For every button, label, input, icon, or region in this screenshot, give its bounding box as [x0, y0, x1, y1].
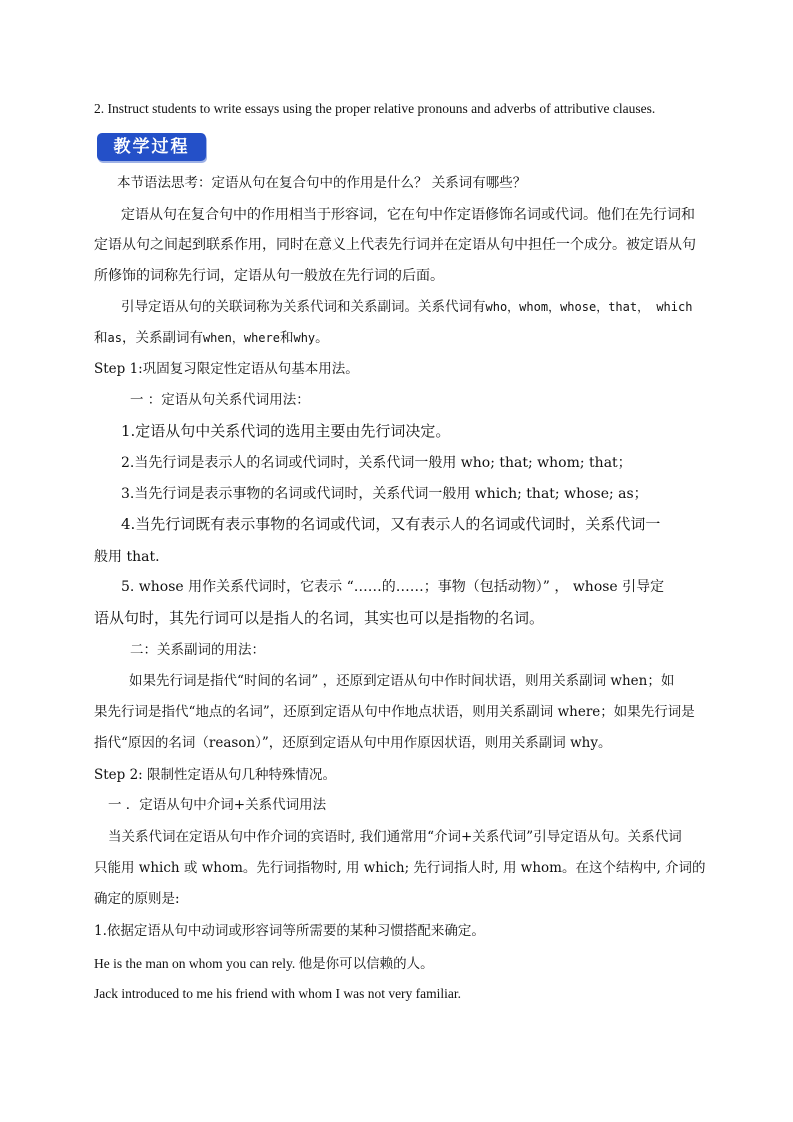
relatives-text: 。	[315, 330, 329, 346]
rule-item: 般用 that.	[94, 549, 160, 565]
rule-item: 4.当先行词既有表示事物的名词或代词，又有表示人的名词或代词时，关系代词一	[121, 515, 661, 533]
relatives-text: ，关系副词有	[121, 330, 203, 346]
relative-adverb-list: when，where	[202, 331, 280, 345]
relative-word: why	[293, 331, 316, 345]
adverb-paragraph-line: 如果先行词是指代“时间的名词” ，还原到定语从句中作时间状语，则用关系副词 when；如	[129, 673, 675, 689]
relatives-text: 和	[279, 330, 294, 346]
section-badge: 教学过程	[97, 133, 206, 161]
relative-word: as	[107, 331, 122, 345]
adverb-paragraph-line: 指代“原因的名词（reason）”，还原到定语从句中用作原因状语，则用关系副词 why。	[94, 735, 612, 751]
rule-item: 5. whose 用作关系代词时，它表示 “……的……；事物（包括动物）” ， whose 引导定	[121, 579, 665, 595]
part-heading: 一 ．定语从句中介词+关系代词用法	[108, 797, 327, 813]
step-heading: Step 1:巩固复习限定性定语从句基本用法。	[94, 361, 359, 377]
rule-item: 语从句时，其先行词可以是指人的名词，其实也可以是指物的名词。	[94, 609, 545, 627]
objective-item: 2. Instruct students to write essays using the proper relative pronouns and adverbs of attributive clauses.	[94, 101, 656, 116]
example-sentence: Jack introduced to me his friend with whom I was not very familiar.	[94, 986, 462, 1001]
role-paragraph-line: 所修饰的词称先行词，定语从句一般放在先行词的后面。	[94, 268, 444, 284]
relatives-text: 和	[94, 330, 108, 346]
prep-paragraph-line: 确定的原则是:	[94, 891, 180, 907]
relatives-text: 引导定语从句的关联词称为关系代词和关系副词。关系代词有	[121, 299, 486, 315]
example-sentence: He is the man on whom you can rely. 他是你可以信赖的人。	[94, 956, 434, 971]
relatives-line	[94, 332, 329, 346]
role-paragraph-line: 定语从句在复合句中的作用相当于形容词，它在句中作定语修饰名词或代词。他们在先行词和	[121, 207, 695, 223]
grammar-question: 本节语法思考：定语从句在复合句中的作用是什么？ 关系词有哪些？	[117, 175, 527, 191]
relative-pronoun-list: who，whom，whose，that， which	[485, 300, 693, 314]
step-heading: Step 2: 限制性定语从句几种特殊情况。	[94, 767, 337, 783]
rule-item: 1.定语从句中关系代词的选用主要由先行词决定。	[121, 422, 451, 440]
part-heading: 一 ：定语从句关系代词用法：	[130, 392, 310, 408]
prep-paragraph-line: 当关系代词在定语从句中作介词的宾语时, 我们通常用“介词+关系代词”引导定语从句。关系代词	[108, 829, 682, 845]
part-heading: 二：关系副词的用法：	[130, 642, 265, 658]
role-paragraph-line: 定语从句之间起到联系作用，同时在意义上代表先行词并在定语从句中担任一个成分。被定语从句	[94, 237, 696, 253]
prep-paragraph-line: 只能用 which 或 whom。先行词指物时, 用 which; 先行词指人时, 用 whom。在这个结构中, 介词的	[94, 860, 706, 876]
rule-item: 2.当先行词是表示人的名词或代词时，关系代词一般用 who; that; whom; that；	[121, 455, 632, 471]
adverb-paragraph-line: 果先行词是指代“地点的名词”，还原到定语从句中作地点状语，则用关系副词 where；如果先行词是	[94, 704, 695, 720]
rule-item: 1.依据定语从句中动词或形容词等所需要的某种习惯搭配来确定。	[94, 923, 485, 939]
relatives-line	[121, 301, 692, 315]
rule-item: 3.当先行词是表示事物的名词或代词时，关系代词一般用 which; that; whose; as；	[121, 486, 648, 502]
